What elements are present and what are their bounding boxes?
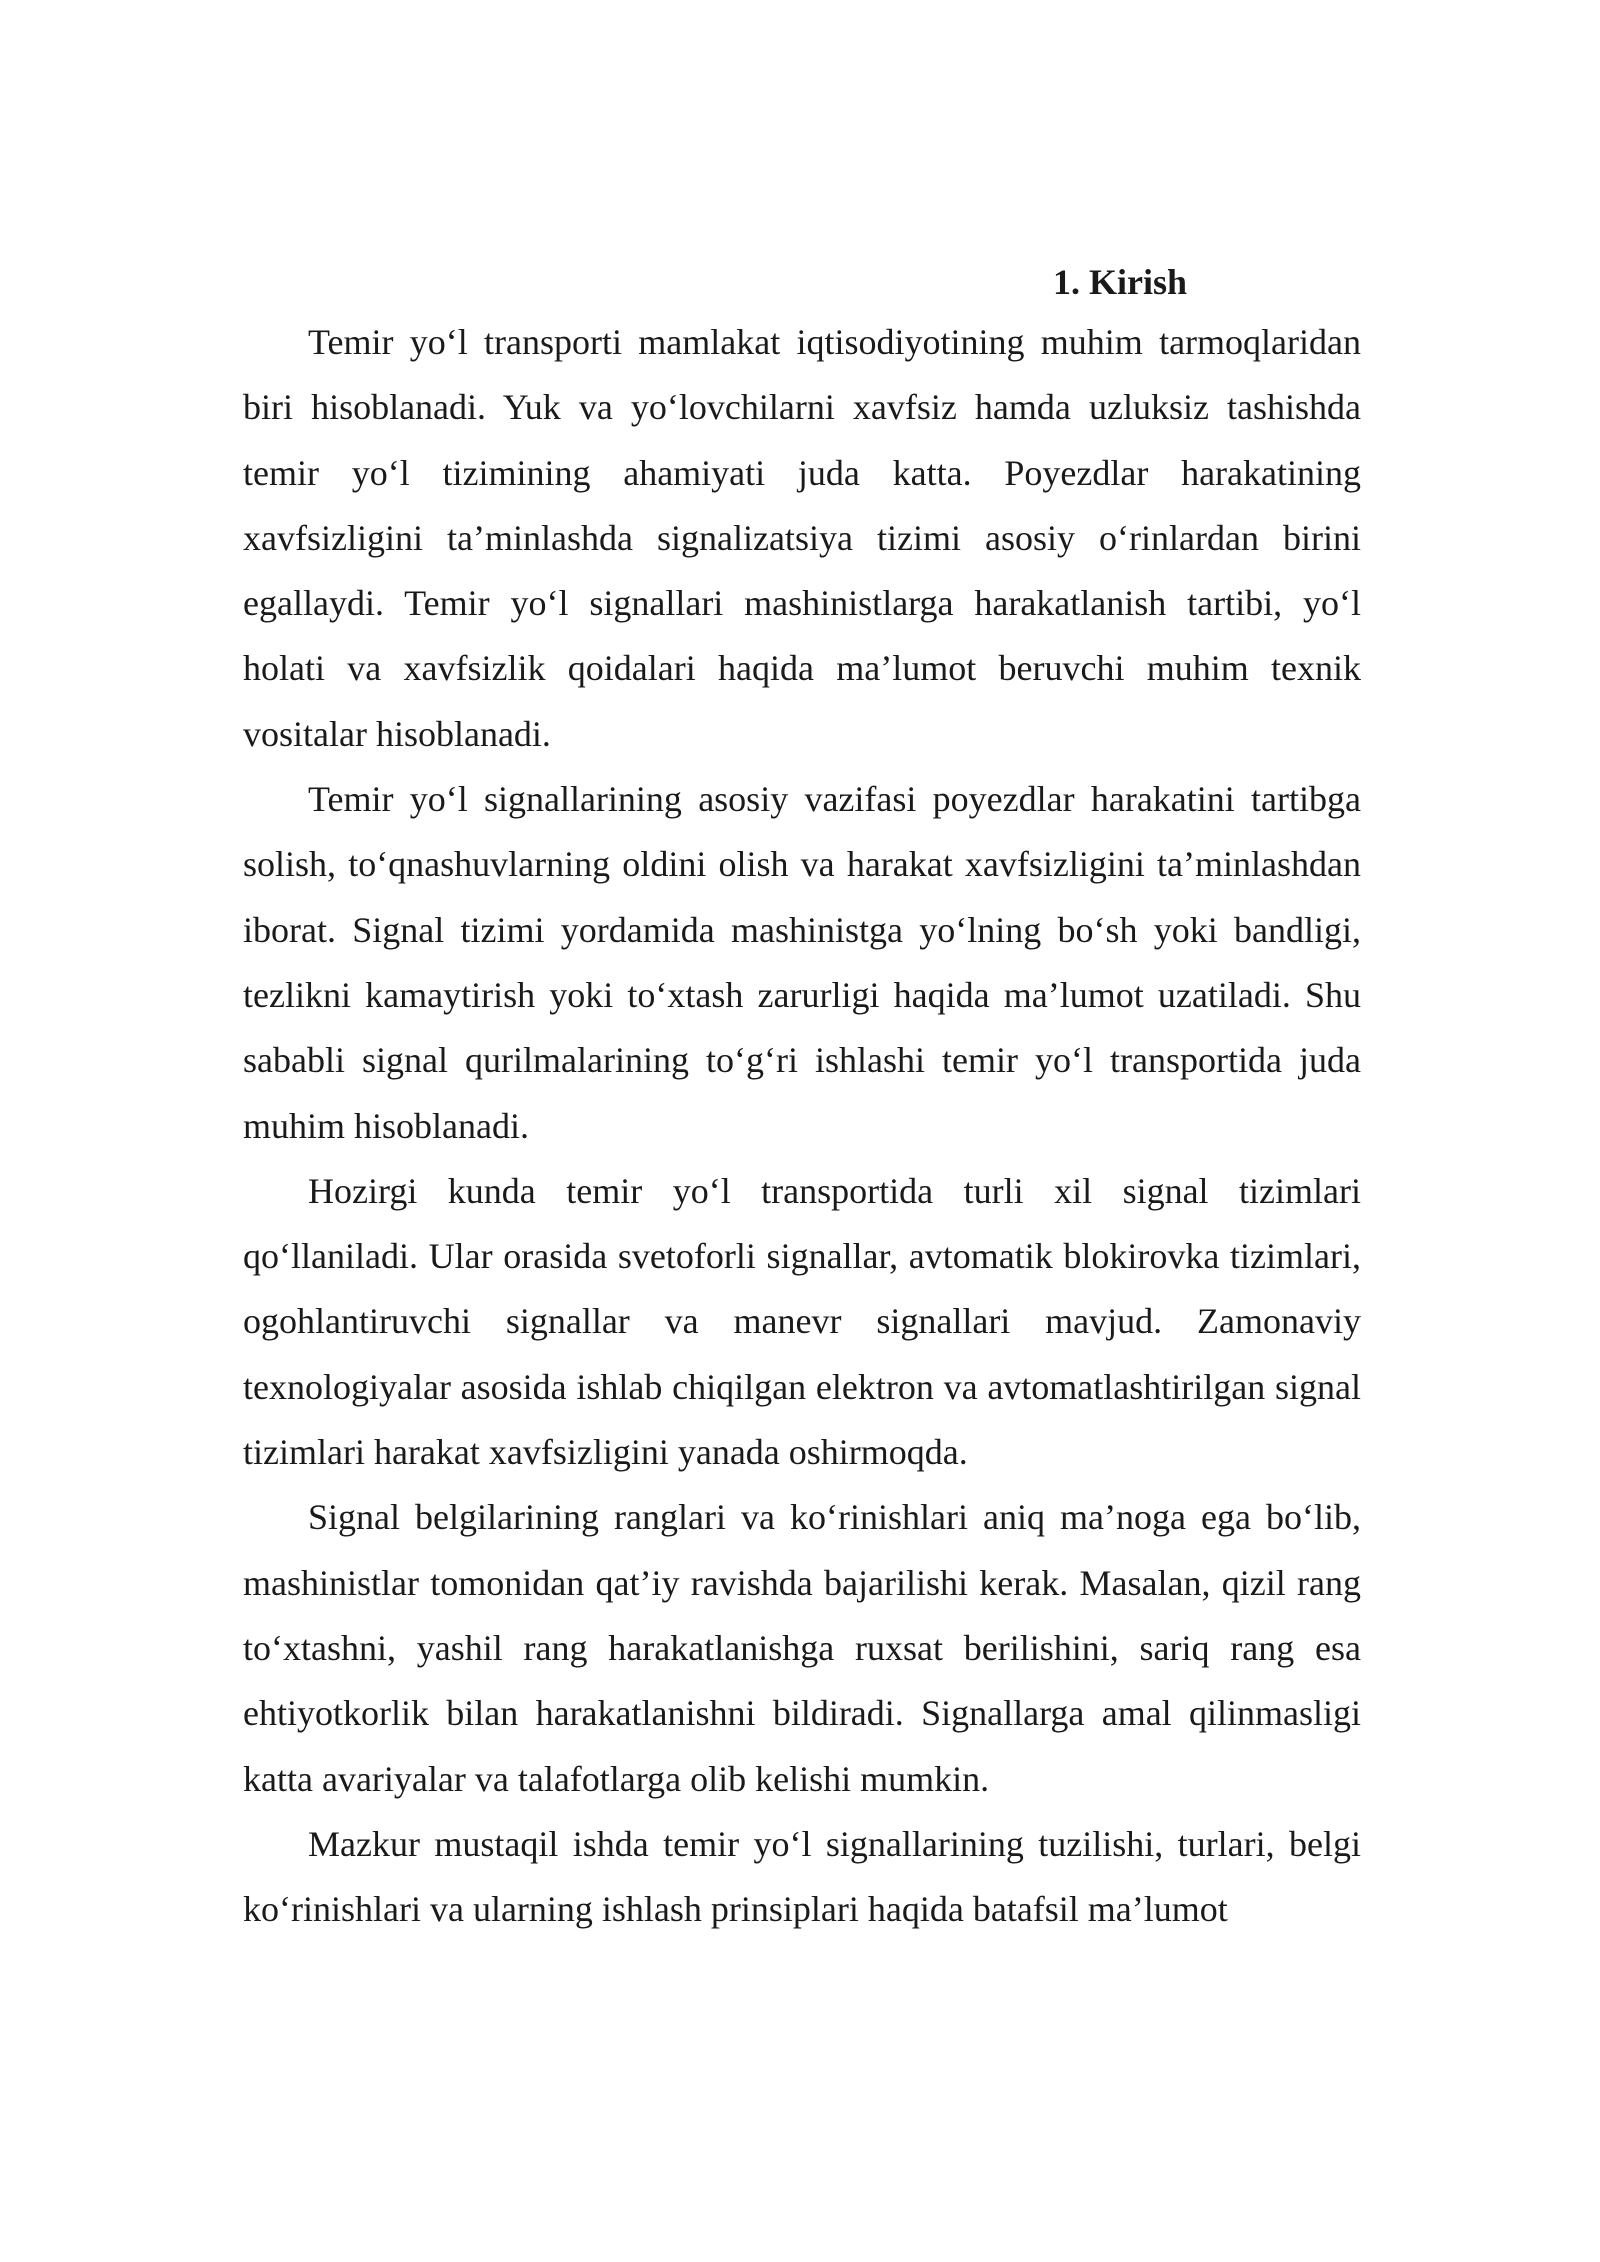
paragraph-3: Hozirgi kunda temir yo‘l transportida turli xil signal tizimlari qo‘llaniladi. Ular orasida svetoforli signallar, avtomatik blokirovka tizimlari, ogohlantiruvchi signallar va manevr signallari mavjud. Zamonaviy texnologiyalar asosida ishlab chiqilgan elektron va avtomatlashtirilgan signal tizimlari harakat xavfsizligini yanada oshirmoqda. (243, 1170, 1361, 1473)
paragraph-5: Mazkur mustaqil ishda temir yo‘l signallarining tuzilishi, turlari, belgi ko‘rinishlari va ularning ishlash prinsiplari haqida batafsil ma’lumot (243, 1823, 1361, 1930)
paragraph-1: Temir yo‘l transporti mamlakat iqtisodiyotining muhim tarmoqlaridan biri hisoblanadi. Yuk va yo‘lovchilarni xavfsiz hamda uzluksiz tashishda temir yo‘l tizimining ahamiyati juda katta. Poyezdlar harakatining xavfsizligini ta’minlashda signalizatsiya tizimi asosiy o‘rinlardan birini egallaydi. Temir yo‘l signallari mashinistlarga harakatlanish tartibi, yo‘l holati va xavfsizlik qoidalari haqida ma’lumot beruvchi muhim texnik vositalar hisoblanadi. (243, 322, 1361, 754)
paragraph-4: Signal belgilarining ranglari va ko‘rinishlari aniq ma’noga ega bo‘lib, mashinistlar tomonidan qat’iy ravishda bajarilishi kerak. Masalan, qizil rang to‘xtashni, yashil rang harakatlanishga ruxsat berilishini, sariq rang esa ehtiyotkorlik bilan harakatlanishni bildiradi. Signallarga amal qilinmasligi katta avariyalar va talafotlarga olib kelishi mumkin. (243, 1497, 1361, 1799)
section-heading: 1. Kirish (1053, 262, 1188, 302)
page-content (243, 258, 1361, 1942)
paragraph-2: Temir yo‘l signallarining asosiy vazifasi poyezdlar harakatini tartibga solish, to‘qnashuvlarning oldini olish va harakat xavfsizligini ta’minlashdan iborat. Signal tizimi yordamida mashinistga yo‘lning bo‘sh yoki bandligi, tezlikni kamaytirish yoki to‘xtash zarurligi haqida ma’lumot uzatiladi. Shu sababli signal qurilmalarining to‘g‘ri ishlashi temir yo‘l transportida juda muhim hisoblanadi. (243, 779, 1361, 1146)
